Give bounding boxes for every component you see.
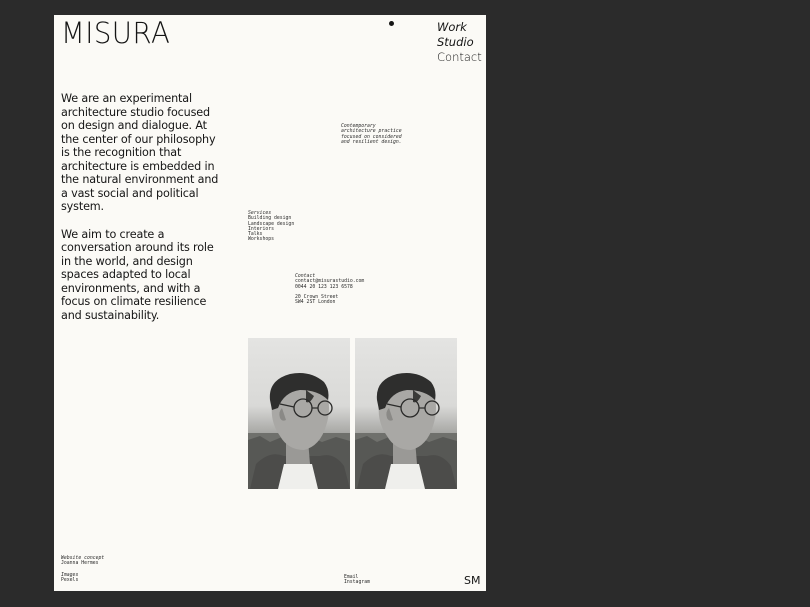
tagline-line: Contemporary bbox=[341, 124, 376, 129]
social-email-link[interactable]: Email bbox=[344, 575, 359, 580]
service-item: Building design bbox=[248, 216, 292, 222]
tagline bbox=[341, 124, 431, 145]
intro-text bbox=[61, 92, 221, 336]
nav-studio[interactable]: Studio bbox=[437, 35, 474, 49]
contact-address-line: SW4 2ST London bbox=[295, 300, 336, 306]
service-item: Talks bbox=[248, 232, 263, 238]
dot-icon bbox=[389, 21, 394, 26]
intro-paragraph-2: We aim to create a conversation around its role in the world, and design spaces adapted to local environments, and with a focus on climate resilience and sustainability. bbox=[61, 227, 214, 322]
tagline-line: architecture practice bbox=[341, 129, 402, 135]
nav-work[interactable]: Work bbox=[437, 20, 467, 34]
tagline-line: and resilient design. bbox=[341, 139, 402, 145]
credit-images-label: Images bbox=[61, 572, 79, 578]
service-item: Interiors bbox=[248, 226, 274, 232]
service-item: Landscape design bbox=[248, 221, 295, 227]
services-heading: Services bbox=[248, 211, 272, 216]
contact-email[interactable]: contact@misurastudio.com bbox=[295, 279, 365, 285]
contact-phone[interactable]: 0044 20 123 123 6578 bbox=[295, 284, 353, 290]
services-list bbox=[248, 211, 294, 243]
portrait-photo bbox=[355, 338, 457, 489]
footer-credits bbox=[61, 556, 104, 583]
portrait-photo bbox=[248, 338, 350, 489]
contact-block bbox=[295, 274, 364, 305]
credit-images-source: Pexels bbox=[61, 577, 79, 583]
tagline-line: focused on considered bbox=[341, 134, 402, 140]
social-links bbox=[344, 575, 370, 586]
monogram: SM bbox=[464, 574, 481, 587]
credit-concept-label: Website concept bbox=[61, 556, 105, 561]
site-page bbox=[54, 15, 486, 591]
contact-address-line: 20 Crown Street bbox=[295, 294, 339, 300]
social-instagram-link[interactable]: Instagram bbox=[344, 580, 370, 586]
site-logo[interactable]: MISURA bbox=[61, 16, 171, 50]
nav-contact[interactable]: Contact bbox=[437, 50, 482, 64]
intro-paragraph-1: We are an experimental architecture studio focused on design and dialogue. At the center of our philosophy is the recognition that architecture is embedded in the natural environment and a vast social and political system. bbox=[61, 92, 219, 213]
main-nav bbox=[437, 20, 482, 65]
service-item: Workshops bbox=[248, 237, 274, 243]
contact-heading: Contact bbox=[295, 274, 316, 279]
credit-concept-name: Joanna Hermes bbox=[61, 561, 99, 567]
